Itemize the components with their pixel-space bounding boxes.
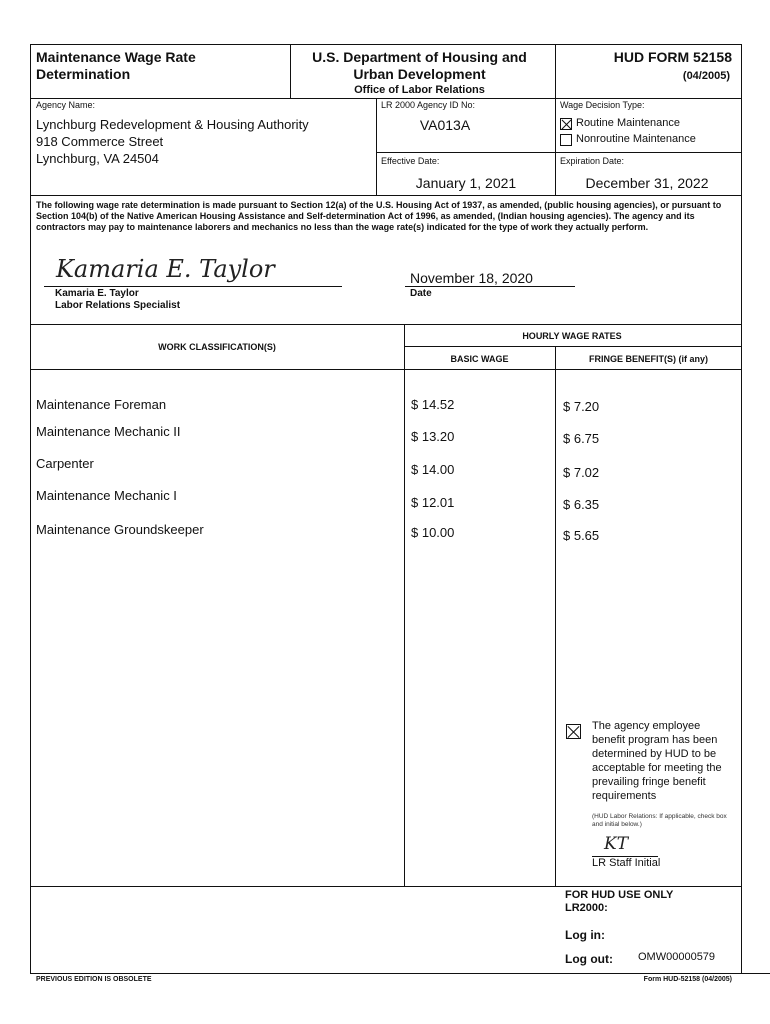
- basic-wage-cell: $ 13.20: [411, 429, 455, 444]
- staff-initial-label: LR Staff Initial: [592, 857, 661, 869]
- previous-edition-note: PREVIOUS EDITION IS OBSOLETE: [36, 976, 152, 983]
- basic-wage-cell: $ 12.01: [411, 495, 455, 510]
- effective-date: January 1, 2021: [415, 175, 517, 191]
- rates-header-line: [404, 346, 742, 347]
- benefit-program-note: (HUD Labor Relations: If applicable, check box and initial below.): [592, 813, 727, 828]
- agency-divider-1: [376, 98, 377, 195]
- work-classification-header: WORK CLASSIFICATION(S): [158, 342, 276, 352]
- work-classification-cell: Maintenance Groundskeeper: [36, 522, 204, 537]
- effective-date-label: Effective Date:: [381, 156, 440, 166]
- fringe-benefit-header: FRINGE BENEFIT(S) (if any): [589, 354, 708, 364]
- left-border: [30, 44, 31, 974]
- signer-block: [55, 288, 180, 312]
- staff-initials: KT: [604, 834, 629, 854]
- agency-divider-2: [555, 98, 556, 195]
- work-classification-cell: Maintenance Mechanic II: [36, 424, 181, 439]
- signer-name: Kamaria E. Taylor: [55, 288, 139, 299]
- table-header-bottom-line: [30, 369, 742, 370]
- work-classification-cell: Carpenter: [36, 456, 94, 471]
- nonroutine-maintenance-checkbox[interactable]: [560, 134, 572, 146]
- hud-use-top-line: [30, 886, 742, 887]
- top-border: [30, 44, 742, 45]
- form-revision-date: (04/2005): [682, 70, 730, 82]
- hud-use-title: FOR HUD USE ONLY LR2000:: [565, 889, 674, 914]
- basic-wage-cell: $ 14.52: [411, 397, 455, 412]
- table-divider-2: [555, 346, 556, 886]
- date-line: [405, 286, 575, 287]
- agency-id: VA013A: [419, 117, 471, 133]
- benefit-program-text: The agency employee benefit program has been determined by HUD to be acceptable for meeting the prevailing fringe benefit requirements: [592, 720, 722, 802]
- header-divider-1: [290, 44, 291, 98]
- work-classification-cell: Maintenance Foreman: [36, 397, 167, 412]
- agency-city: Lynchburg, VA 24504: [36, 151, 159, 166]
- agency-bottom-line: [30, 195, 742, 196]
- signer-title: Labor Relations Specialist: [55, 300, 181, 311]
- date-label: Date: [410, 288, 432, 299]
- fringe-benefit-cell: $ 7.20: [563, 399, 600, 414]
- basic-wage-cell: $ 14.00: [411, 462, 455, 477]
- table-top-line: [30, 324, 742, 325]
- fringe-benefit-cell: $ 6.35: [563, 497, 600, 512]
- agency-name: Lynchburg Redevelopment & Housing Authority: [36, 117, 309, 132]
- header-bottom-line: [30, 98, 742, 99]
- signature-image: Kamaria E. Taylor: [56, 255, 275, 283]
- date-box-top: [376, 152, 742, 153]
- benefit-program-checkbox[interactable]: [566, 724, 581, 739]
- fringe-benefit-cell: $ 6.75: [563, 431, 600, 446]
- basic-wage-cell: $ 10.00: [411, 525, 455, 540]
- bottom-border: [30, 973, 770, 974]
- form-number: HUD FORM 52158: [613, 49, 732, 65]
- agency-address: [36, 116, 309, 167]
- expiration-date-label: Expiration Date:: [560, 156, 625, 166]
- routine-maintenance-checkbox[interactable]: [560, 118, 572, 130]
- department-heading: U.S. Department of Housing and Urban Development Office of Labor Relations: [312, 49, 527, 96]
- determination-statement: The following wage rate determination is made pursuant to Section 12(a) of the U.S. Housing Act of 1937, as amended, (public housing agencies), or pursuant to Section 104(b) of the Native American Housing Assistance and Self-determination Act of 1996, as amended, (Indian housing agencies). The agency and its contractors may pay to maintenance laborers and mechanics no less than the wage rate(s) indicated for the type of work they actually perform.: [36, 200, 722, 232]
- login-label: Log in:: [565, 928, 605, 942]
- fringe-benefit-cell: $ 5.65: [563, 528, 600, 543]
- signature-line: [44, 286, 342, 287]
- agency-street: 918 Commerce Street: [36, 134, 164, 149]
- fringe-benefit-cell: $ 7.02: [563, 465, 600, 480]
- table-divider-1: [404, 324, 405, 886]
- agency-name-label: Agency Name:: [36, 100, 96, 110]
- wage-decision-label: Wage Decision Type:: [560, 100, 645, 110]
- logout-value: OMW00000579: [638, 951, 716, 963]
- form-title: Maintenance Wage Rate Determination: [36, 49, 196, 82]
- right-border: [741, 44, 742, 974]
- basic-wage-header: BASIC WAGE: [450, 354, 509, 364]
- form-footer-id: Form HUD-52158 (04/2005): [643, 976, 732, 983]
- nonroutine-maintenance-label: Nonroutine Maintenance: [576, 133, 696, 145]
- work-classification-cell: Maintenance Mechanic I: [36, 488, 177, 503]
- routine-maintenance-label: Routine Maintenance: [576, 117, 680, 129]
- expiration-date: December 31, 2022: [585, 175, 709, 191]
- signature-date: November 18, 2020: [410, 270, 533, 286]
- header-divider-2: [555, 44, 556, 98]
- hourly-wage-rates-header: HOURLY WAGE RATES: [522, 331, 622, 341]
- logout-label: Log out:: [565, 952, 613, 966]
- agency-id-label: LR 2000 Agency ID No:: [381, 100, 476, 110]
